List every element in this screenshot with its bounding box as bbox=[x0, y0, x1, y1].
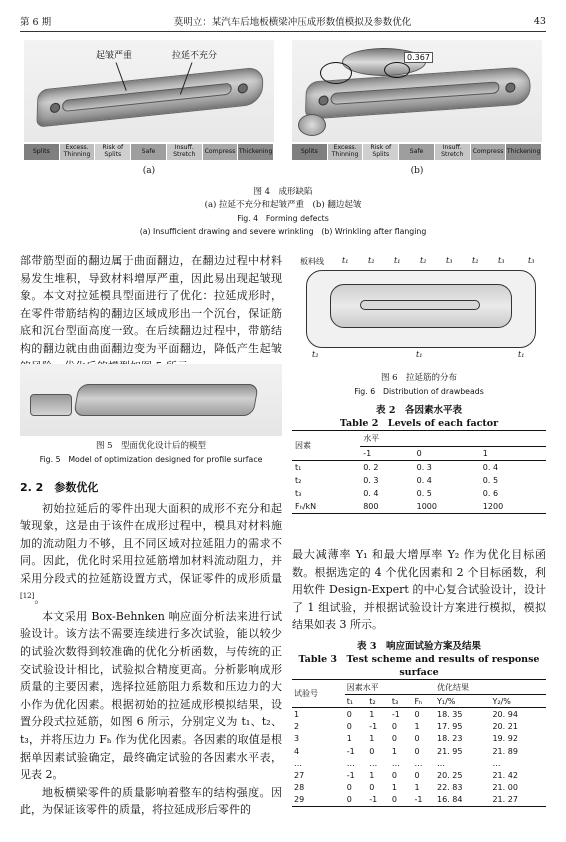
legend-splits: Splits bbox=[24, 144, 60, 160]
label-t1: t₁ bbox=[518, 350, 525, 359]
beam-part bbox=[36, 66, 263, 127]
table-row: 3 1 1 0 0 18. 23 19. 92 bbox=[294, 734, 518, 744]
header-factor-level: 因素水平 bbox=[346, 682, 379, 692]
legend-splits: Splits bbox=[292, 144, 328, 160]
center-slot bbox=[360, 300, 480, 310]
issue-number: 第 6 期 bbox=[20, 17, 52, 28]
legend-excess-thinning: Excess. Thinning bbox=[328, 144, 364, 160]
table-3-caption-cn: 表 3 响应面试验方案及结果 bbox=[357, 641, 481, 652]
figure-4 bbox=[24, 40, 542, 180]
caption-en-sub: (a) Insufficient drawing and severe wrinkling (b) Wrinkling after flanging bbox=[139, 227, 427, 236]
label-t1: t₁ bbox=[416, 350, 423, 359]
header-factor: 因素 bbox=[295, 441, 311, 450]
section-heading: 2. 2 参数优化 bbox=[20, 481, 99, 494]
figure-4-caption bbox=[20, 186, 546, 238]
label-t2: t₂ bbox=[420, 256, 427, 265]
label-t2: t₂ bbox=[472, 256, 479, 265]
legend-compress: Compress bbox=[471, 144, 507, 160]
optimized-part bbox=[73, 384, 259, 416]
table-row: 4 -1 0 1 0 21. 95 21. 89 bbox=[294, 746, 518, 756]
level-header: 0 bbox=[414, 447, 480, 461]
label-t3: t₃ bbox=[446, 256, 453, 265]
figure-5-caption bbox=[20, 440, 282, 466]
caption-cn: 图 5 型面优化设计后的模型 bbox=[95, 441, 207, 451]
label-t3: t₃ bbox=[498, 256, 505, 265]
legend-thickening: Thickening bbox=[238, 144, 274, 160]
legend-risk-of-splits: Risk of Splits bbox=[95, 144, 131, 160]
table-row: 1 0 1 -1 0 18. 35 20. 94 bbox=[292, 708, 546, 721]
label-t1: t₁ bbox=[394, 256, 401, 265]
table-3: 试验号 因素水平 优化结果 t₁ t₂ t₃ Fₕ Y₁/% Y₂/% 1 0 1 -1 0 18. 35 20. 94 2 0 -1 0 1 17. 95 20. 21 3 1 1 0 0 18. 23 19. 92 4 -1 0 1 0 21. 95 21. 89 … … … … … … … 27 -1 1 0 0 20. 25 21. 42 28 0 0 1 1 22. 83 21. 00 29 0 -1 0 -1 16. 84 21. 27 bbox=[292, 679, 546, 807]
label-t2: t₂ bbox=[312, 350, 319, 359]
figure-4b bbox=[292, 40, 542, 180]
header-test-no: 试验号 bbox=[294, 689, 318, 699]
thickness-value: 0.367 bbox=[404, 52, 433, 63]
table-3-caption-en: Table 3 Test scheme and results of response surface bbox=[298, 654, 540, 678]
table-row: 28 0 0 1 1 22. 83 21. 00 bbox=[294, 783, 518, 793]
table-row: 2 0 -1 0 1 17. 95 20. 21 bbox=[294, 722, 518, 732]
caption-en: Fig. 6 Distribution of drawbeads bbox=[354, 387, 484, 396]
table-row: … … … … … … … bbox=[294, 758, 501, 768]
right-paragraph-1: 最大减薄率 Y₁ 和最大增厚率 Y₂ 作为优化目标函数。根据选定的 4 个优化因素和 2 个目标函数，利用软件 Design-Expert 的中心复合试验设计，设计了 1 组试验，并根据试验设计方案进行模拟，模拟结果如表 3 所示。 bbox=[292, 548, 546, 632]
legend-thickening: Thickening bbox=[506, 144, 542, 160]
left-paragraph-4: 地板横梁零件的质量影响着整车的结构强度。因此，为保证该零件的质量，将拉延成形后零件的 bbox=[20, 785, 282, 817]
table-row: t₁ 0. 2 0. 3 0. 4 bbox=[292, 461, 546, 475]
panel-label-a: (a) bbox=[142, 166, 156, 176]
left-paragraph-2: 初始拉延后的零件出现大面积的成形不充分和起皱现象，这是由于该件在成形过程中，模具对材料施加的流动阻力不够，且不同区域对拉延阻力的需求不同。因此，优化时采用拉延筋增加材料流动阻力，并采用分段式的拉延筋设置方式，保证零件的成形质量[12]。 bbox=[20, 501, 282, 606]
level-header: -1 bbox=[360, 447, 413, 461]
legend-risk-of-splits: Risk of Splits bbox=[363, 144, 399, 160]
caption-en: Fig. 5 Model of optimization designed for profile surface bbox=[39, 455, 263, 464]
legend-insufficient-stretch: Insuff. Stretch bbox=[167, 144, 203, 160]
label-t1: t₁ bbox=[342, 256, 349, 265]
page-header bbox=[20, 12, 546, 30]
header-level: 水平 bbox=[363, 434, 380, 443]
table-row: t₃ 0. 4 0. 5 0. 6 bbox=[295, 489, 499, 498]
left-paragraph-1: 部带筋型面的翻边属于曲面翻边，在翻边过程中材料易发生堆积，导致材料增厚严重，因此易出现起皱现象。本文对拉延模具型面进行了优化：拉延成形时，在零件带筋结构的翻边区域成形出一个沉台，保证筋底和沉台型面高度一致。在后续翻边过程中，带筋结构的翻边就由曲面翻边变为平面翻边，降低产生起皱 bbox=[20, 254, 282, 355]
label-t2: t₂ bbox=[368, 256, 375, 265]
table-2 bbox=[292, 430, 546, 514]
citation: [12] bbox=[20, 591, 35, 600]
page-number: 43 bbox=[533, 15, 546, 27]
wrinkle-marker bbox=[320, 62, 352, 84]
label-t3: t₃ bbox=[528, 256, 535, 265]
label-blank-line: 板料线 bbox=[300, 257, 324, 266]
caption-cn-title: 图 4 成形缺陷 bbox=[253, 187, 313, 197]
zoom-lens-left bbox=[298, 114, 326, 136]
legend-insufficient-stretch: Insuff. Stretch bbox=[435, 144, 471, 160]
figure-4a bbox=[24, 40, 274, 180]
simulation-image-a bbox=[24, 40, 274, 142]
table-2-caption-en: Table 2 Levels of each factor bbox=[339, 418, 499, 429]
table-row: Fₕ/kN 800 1000 1200 bbox=[292, 500, 546, 514]
left-column-lower bbox=[20, 474, 282, 819]
table-row: 29 0 -1 0 -1 16. 84 21. 27 bbox=[292, 794, 546, 807]
callout-wrinkle: 起皱严重 bbox=[96, 51, 133, 61]
legend-a bbox=[24, 144, 274, 160]
figure-6-caption bbox=[292, 372, 546, 398]
figure-6 bbox=[296, 256, 544, 362]
legend-compress: Compress bbox=[203, 144, 239, 160]
table-3-block bbox=[292, 640, 546, 807]
part-end bbox=[30, 394, 72, 416]
legend-safe: Safe bbox=[131, 144, 167, 160]
callout-insufficient-drawing: 拉延不充分 bbox=[172, 51, 218, 61]
table-row: t₂ 0. 3 0. 4 0. 5 bbox=[295, 476, 499, 485]
running-title: 莫明立：某汽车后地板横梁冲压成形数值模拟及参数优化 bbox=[173, 17, 412, 28]
caption-en-title: Fig. 4 Forming defects bbox=[237, 214, 329, 223]
wrinkle-marker bbox=[384, 62, 410, 78]
legend-safe: Safe bbox=[399, 144, 435, 160]
level-header: 1 bbox=[480, 447, 546, 461]
legend-b bbox=[292, 144, 542, 160]
table-2-caption-cn: 表 2 各因素水平表 bbox=[376, 405, 462, 416]
legend-excess-thinning: Excess. Thinning bbox=[60, 144, 96, 160]
left-paragraph-3: 本文采用 Box-Behnken 响应面分析法来进行试验设计。该方法不需要连续进行多次试验，能以较少的试验次数得到较准确的优化分析函数，与传统的正交试验设计相比，试验拟合精度更高。分析影响成形质量的主要因素，选择拉延筋阻力系数和压边力的大小作为优化因素。根据初始的拉延成形模拟结果，设置分段式拉延筋，如图 6 所示，分别定义为 t₁、t₂、t₃，并将压边力 Fₕ 作为优化因素。各因素的取值是根据单因素试验确定，最终确定试验的各因素水平表，见表 2。 bbox=[20, 609, 282, 782]
table-2-block bbox=[292, 404, 546, 514]
panel-label-b: (b) bbox=[410, 166, 424, 176]
figure-5 bbox=[20, 364, 282, 436]
header-results: 优化结果 bbox=[437, 682, 470, 692]
table-row: 27 -1 1 0 0 20. 25 21. 42 bbox=[294, 770, 518, 780]
caption-cn: 图 6 拉延筋的分布 bbox=[380, 373, 458, 383]
caption-cn-sub: (a) 拉延不充分和起皱严重 (b) 翻边起皱 bbox=[204, 200, 362, 210]
header-rule bbox=[20, 31, 546, 32]
simulation-image-b bbox=[292, 40, 542, 142]
